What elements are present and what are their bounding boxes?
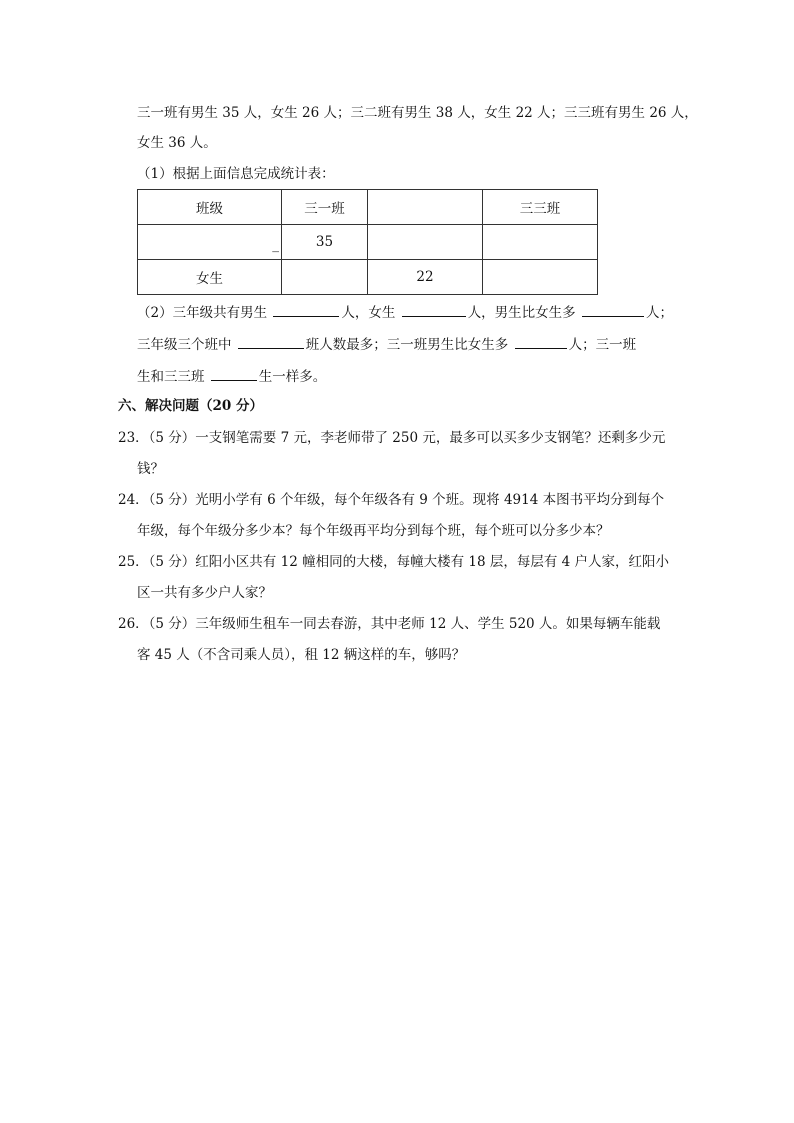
- q2-text: 人，男生比女生多: [467, 305, 576, 321]
- table-row-girls: [138, 260, 598, 295]
- header-cell-class: 班级: [138, 190, 282, 225]
- q2-text: 生和三三班: [137, 369, 205, 385]
- intro-line-2: 女生 36 人。: [137, 135, 217, 151]
- q2-text: 班人数最多；三一班男生比女生多: [305, 337, 509, 353]
- row-label-cell: [138, 225, 282, 260]
- problem-23-line-1: 23．（5 分）一支钢笔需要 7 元，李老师带了 250 元，最多可以买多少支钢笔？还剩多少元: [118, 430, 666, 446]
- intro-line-1: 三一班有男生 35 人，女生 26 人；三二班有男生 38 人，女生 22 人；三三班有男生 26 人，: [137, 105, 698, 121]
- problem-26-line-1: 26．（5 分）三年级师生租车一同去春游，其中老师 12 人、学生 520 人。如果每辆车能载: [118, 616, 661, 632]
- question-2-line-2: [137, 334, 636, 355]
- table-cell: [368, 225, 483, 260]
- header-cell-class-2: [368, 190, 483, 225]
- q2-text: 生一样多。: [258, 369, 327, 385]
- question-1-label: （1）根据上面信息完成统计表：: [137, 166, 335, 182]
- table-header-row: [138, 190, 598, 225]
- q2-text: 人；三一班: [568, 337, 637, 353]
- table-cell: 22: [368, 260, 483, 295]
- answer-blank[interactable]: [582, 302, 644, 317]
- table-cell: 35: [282, 225, 368, 260]
- header-cell-class-1: 三一班: [282, 190, 368, 225]
- problem-23-line-2: 钱？: [137, 461, 164, 477]
- table-cell: [282, 260, 368, 295]
- q2-text: 人，女生: [341, 305, 396, 321]
- row-label-dash: _: [272, 237, 279, 253]
- table-cell: [483, 260, 598, 295]
- problem-26-line-2: 客 45 人（不含司乘人员），租 12 辆这样的车，够吗？: [137, 647, 466, 663]
- table-cell: [483, 225, 598, 260]
- q2-text: 人；: [645, 305, 673, 321]
- q2-text: （2）三年级共有男生: [137, 305, 268, 321]
- answer-blank[interactable]: [515, 334, 567, 349]
- answer-blank[interactable]: [402, 302, 466, 317]
- answer-blank[interactable]: [238, 334, 304, 349]
- problem-25-line-1: 25．（5 分）红阳小区共有 12 幢相同的大楼，每幢大楼有 18 层，每层有 4 户人家，红阳小: [118, 554, 670, 570]
- problem-24-line-2: 年级，每个年级分多少本？每个年级再平均分到每个班，每个班可以分多少本？: [137, 523, 610, 539]
- row-label-cell: 女生: [138, 260, 282, 295]
- header-cell-class-3: 三三班: [483, 190, 598, 225]
- question-2-line-1: [137, 302, 673, 323]
- statistics-table: [137, 189, 598, 295]
- section-heading: 六、解决问题（20 分）: [118, 398, 263, 414]
- answer-blank[interactable]: [211, 366, 257, 381]
- problem-24-line-1: 24．（5 分）光明小学有 6 个年级，每个年级各有 9 个班。现将 4914 本图书平均分到每个: [118, 492, 665, 508]
- problem-25-line-2: 区一共有多少户人家？: [137, 585, 272, 601]
- q2-text: 三年级三个班中: [137, 337, 232, 353]
- answer-blank[interactable]: [273, 302, 339, 317]
- table-row-boys: [138, 225, 598, 260]
- question-2-line-3: [137, 366, 326, 387]
